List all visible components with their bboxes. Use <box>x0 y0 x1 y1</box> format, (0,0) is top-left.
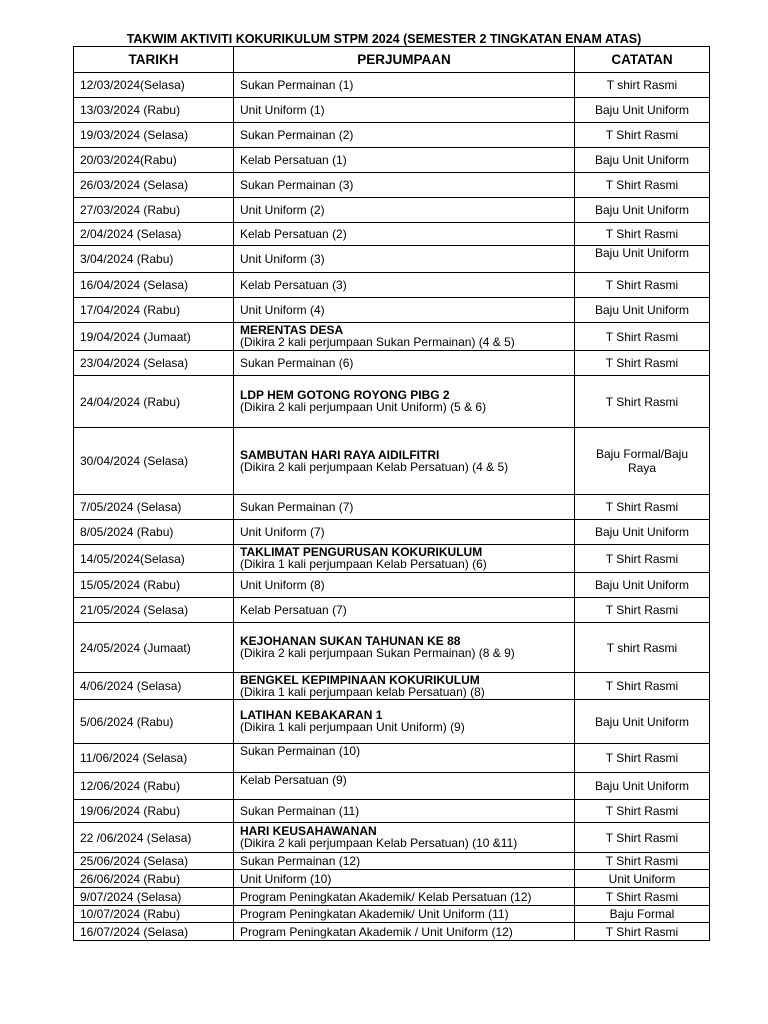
date-cell: 15/05/2024 (Rabu) <box>74 573 234 598</box>
attire-cell: T Shirt Rasmi <box>575 123 710 148</box>
activity-title: MERENTAS DESA <box>240 323 344 337</box>
table-row <box>74 870 710 888</box>
table-header-row <box>74 47 710 73</box>
activity-note: (Dikira 2 kali perjumpaan Kelab Persatuan) (4 & 5) <box>240 459 509 474</box>
date-cell: 7/05/2024 (Selasa) <box>74 495 234 520</box>
attire-cell: T Shirt Rasmi <box>575 744 710 773</box>
date-cell: 25/06/2024 (Selasa) <box>74 853 234 870</box>
table-row <box>74 520 710 545</box>
activity-title: HARI KEUSAHAWANAN <box>240 824 377 838</box>
table-row <box>74 545 710 573</box>
attire-cell: Baju Unit Uniform <box>575 298 710 323</box>
table-row <box>74 148 710 173</box>
date-cell: 2/04/2024 (Selasa) <box>74 223 234 246</box>
date-cell: 8/05/2024 (Rabu) <box>74 520 234 545</box>
meeting-cell: Kelab Persatuan (1) <box>234 148 575 173</box>
meeting-cell <box>234 376 575 428</box>
table-row <box>74 298 710 323</box>
activity-note: (Dikira 2 kali perjumpaan Sukan Permainan) (4 & 5) <box>240 335 515 349</box>
attire-cell: T Shirt Rasmi <box>575 351 710 376</box>
meeting-cell: Sukan Permainan (10) <box>234 744 575 773</box>
date-cell: 22 /06/2024 (Selasa) <box>74 823 234 853</box>
date-cell: 16/07/2024 (Selasa) <box>74 923 234 941</box>
column-header-meeting: PERJUMPAAN <box>234 47 575 73</box>
meeting-cell: Unit Uniform (2) <box>234 198 575 223</box>
meeting-cell: Sukan Permainan (2) <box>234 123 575 148</box>
attire-cell: Baju Unit Uniform <box>575 148 710 173</box>
date-cell: 14/05/2024(Selasa) <box>74 545 234 573</box>
meeting-cell: Unit Uniform (4) <box>234 298 575 323</box>
activity-note: (Dikira 1 kali perjumpaan Unit Uniform) (9) <box>240 720 465 734</box>
meeting-cell: Unit Uniform (8) <box>234 573 575 598</box>
table-row <box>74 428 710 495</box>
table-row <box>74 273 710 298</box>
meeting-cell: Unit Uniform (1) <box>234 98 575 123</box>
date-cell: 30/04/2024 (Selasa) <box>74 428 234 495</box>
attire-cell: T Shirt Rasmi <box>575 223 710 246</box>
meeting-cell <box>234 323 575 351</box>
activity-title: LDP HEM GOTONG ROYONG PIBG 2 <box>240 388 450 402</box>
table-row <box>74 246 710 273</box>
attire-cell: T shirt Rasmi <box>575 73 710 98</box>
table-body <box>74 73 710 941</box>
attire-cell: Baju Unit Uniform <box>575 700 710 744</box>
meeting-cell: Kelab Persatuan (9) <box>234 773 575 800</box>
date-cell: 26/06/2024 (Rabu) <box>74 870 234 888</box>
attire-cell: T Shirt Rasmi <box>575 323 710 351</box>
table-row <box>74 773 710 800</box>
meeting-cell <box>234 823 575 853</box>
date-cell: 24/05/2024 (Jumaat) <box>74 623 234 673</box>
activity-note: (Dikira 2 kali perjumpaan Sukan Permainan) (8 & 9) <box>240 646 515 660</box>
date-cell: 12/06/2024 (Rabu) <box>74 773 234 800</box>
meeting-cell: Program Peningkatan Akademik / Unit Uniform (12) <box>234 923 575 941</box>
meeting-cell <box>234 623 575 673</box>
table-row <box>74 123 710 148</box>
table-row <box>74 744 710 773</box>
attire-cell: Baju Unit Uniform <box>575 520 710 545</box>
document-title: TAKWIM AKTIVITI KOKURIKULUM STPM 2024 (SEMESTER 2 TINGKATAN ENAM ATAS) <box>126 32 642 46</box>
date-cell: 9/07/2024 (Selasa) <box>74 888 234 906</box>
activity-title: TAKLIMAT PENGURUSAN KOKURIKULUM <box>240 545 483 559</box>
attire-cell: Baju Unit Uniform <box>575 246 710 273</box>
attire-cell: T Shirt Rasmi <box>575 598 710 623</box>
meeting-cell: Program Peningkatan Akademik/ Kelab Persatuan (12) <box>234 888 575 906</box>
attire-cell: Baju Unit Uniform <box>575 198 710 223</box>
table-row <box>74 888 710 906</box>
activity-note: (Dikira 2 kali perjumpaan Kelab Persatuan) (10 &11) <box>240 836 518 850</box>
attire-cell: Baju Unit Uniform <box>575 98 710 123</box>
date-cell: 19/06/2024 (Rabu) <box>74 800 234 823</box>
date-cell: 24/04/2024 (Rabu) <box>74 376 234 428</box>
meeting-cell: Program Peningkatan Akademik/ Unit Uniform (11) <box>234 906 575 923</box>
meeting-cell: Unit Uniform (3) <box>234 246 575 273</box>
activity-note: (Dikira 2 kali perjumpaan Unit Uniform) (5 & 6) <box>240 400 487 414</box>
meeting-cell: Sukan Permainan (11) <box>234 800 575 823</box>
date-cell: 17/04/2024 (Rabu) <box>74 298 234 323</box>
meeting-cell <box>234 428 575 495</box>
table-row <box>74 700 710 744</box>
attire-cell: T Shirt Rasmi <box>575 376 710 428</box>
attire-cell: T Shirt Rasmi <box>575 495 710 520</box>
attire-cell: Unit Uniform <box>575 870 710 888</box>
date-cell: 19/03/2024 (Selasa) <box>74 123 234 148</box>
attire-cell: T Shirt Rasmi <box>575 673 710 700</box>
attire-cell: Baju Unit Uniform <box>575 573 710 598</box>
attire-cell: T Shirt Rasmi <box>575 923 710 941</box>
table-row <box>74 173 710 198</box>
meeting-cell: Sukan Permainan (12) <box>234 853 575 870</box>
meeting-cell: Sukan Permainan (1) <box>234 73 575 98</box>
table-row <box>74 98 710 123</box>
date-cell: 19/04/2024 (Jumaat) <box>74 323 234 351</box>
attire-cell: T Shirt Rasmi <box>575 545 710 573</box>
date-cell: 13/03/2024 (Rabu) <box>74 98 234 123</box>
activity-title: SAMBUTAN HARI RAYA AIDILFITRI <box>240 447 440 462</box>
table-row <box>74 906 710 923</box>
table-row <box>74 823 710 853</box>
date-cell: 4/06/2024 (Selasa) <box>74 673 234 700</box>
meeting-cell: Sukan Permainan (6) <box>234 351 575 376</box>
date-cell: 12/03/2024(Selasa) <box>74 73 234 98</box>
table-row <box>74 198 710 223</box>
table-row <box>74 351 710 376</box>
date-cell: 26/03/2024 (Selasa) <box>74 173 234 198</box>
attire-cell: T Shirt Rasmi <box>575 173 710 198</box>
attire-cell: Baju Formal/Baju Raya <box>575 428 710 495</box>
meeting-cell: Kelab Persatuan (7) <box>234 598 575 623</box>
meeting-cell: Unit Uniform (10) <box>234 870 575 888</box>
table-row <box>74 800 710 823</box>
meeting-cell: Kelab Persatuan (2) <box>234 223 575 246</box>
table-row <box>74 73 710 98</box>
table-row <box>74 923 710 941</box>
date-cell: 21/05/2024 (Selasa) <box>74 598 234 623</box>
meeting-cell <box>234 673 575 700</box>
column-header-note: CATATAN <box>575 47 710 73</box>
meeting-cell: Unit Uniform (7) <box>234 520 575 545</box>
date-cell: 5/06/2024 (Rabu) <box>74 700 234 744</box>
activity-note: (Dikira 1 kali perjumpaan Kelab Persatuan) (6) <box>240 557 487 571</box>
table-row <box>74 495 710 520</box>
attire-cell: Baju Unit Uniform <box>575 773 710 800</box>
date-cell: 20/03/2024(Rabu) <box>74 148 234 173</box>
attire-cell: T Shirt Rasmi <box>575 853 710 870</box>
activity-schedule-table <box>73 46 710 941</box>
date-cell: 23/04/2024 (Selasa) <box>74 351 234 376</box>
activity-title: KEJOHANAN SUKAN TAHUNAN KE 88 <box>240 634 461 648</box>
date-cell: 11/06/2024 (Selasa) <box>74 744 234 773</box>
meeting-cell <box>234 700 575 744</box>
attire-cell: T Shirt Rasmi <box>575 823 710 853</box>
date-cell: 3/04/2024 (Rabu) <box>74 246 234 273</box>
meeting-cell <box>234 545 575 573</box>
activity-title: LATIHAN KEBAKARAN 1 <box>240 708 383 722</box>
attire-cell: T Shirt Rasmi <box>575 800 710 823</box>
attire-cell: T Shirt Rasmi <box>575 273 710 298</box>
table-row <box>74 853 710 870</box>
date-cell: 10/07/2024 (Rabu) <box>74 906 234 923</box>
date-cell: 27/03/2024 (Rabu) <box>74 198 234 223</box>
attire-cell: T Shirt Rasmi <box>575 888 710 906</box>
attire-cell: Baju Formal <box>575 906 710 923</box>
table-row <box>74 573 710 598</box>
meeting-cell: Sukan Permainan (3) <box>234 173 575 198</box>
table-row <box>74 376 710 428</box>
table-row <box>74 623 710 673</box>
meeting-cell: Sukan Permainan (7) <box>234 495 575 520</box>
table-row <box>74 323 710 351</box>
column-header-date: TARIKH <box>74 47 234 73</box>
attire-cell: T shirt Rasmi <box>575 623 710 673</box>
activity-note: (Dikira 1 kali perjumpaan kelab Persatuan) (8) <box>240 684 485 699</box>
table-row <box>74 223 710 246</box>
table-row <box>74 673 710 700</box>
activity-title: BENGKEL KEPIMPINAAN KOKURIKULUM <box>240 672 480 687</box>
date-cell: 16/04/2024 (Selasa) <box>74 273 234 298</box>
table-row <box>74 598 710 623</box>
meeting-cell: Kelab Persatuan (3) <box>234 273 575 298</box>
